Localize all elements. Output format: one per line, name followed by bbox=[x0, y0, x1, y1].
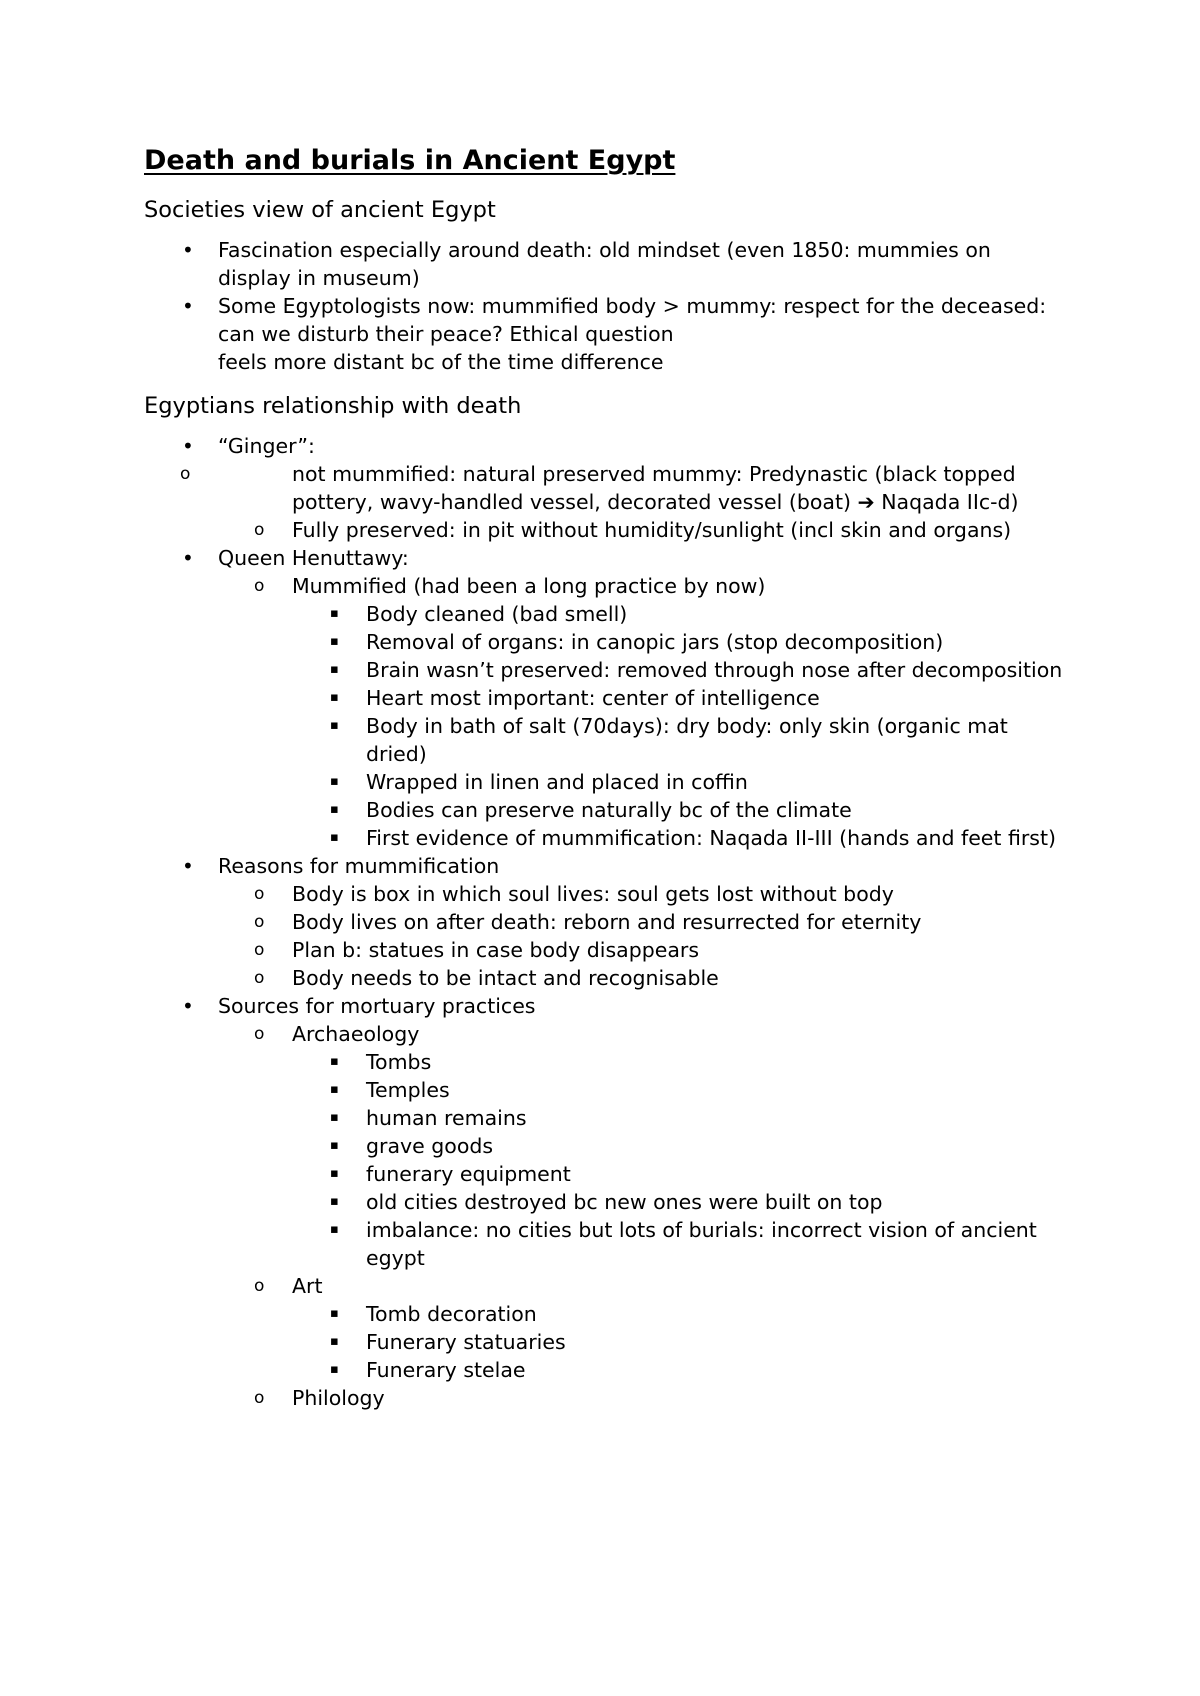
bullet-list-societies bbox=[144, 236, 1064, 376]
circle-marker: o bbox=[254, 912, 265, 932]
sub-sub-list-item: ▪ Brain wasn’t preserved: removed through nose after decomposition bbox=[330, 658, 1063, 682]
sub-sub-list-item: ▪ Heart most important: center of intelligence bbox=[330, 686, 820, 710]
sub-sub-list-item: ▪ imbalance: no cities but lots of burials: incorrect vision of ancient egypt bbox=[330, 1218, 1037, 1270]
section-heading-societies: Societies view of ancient Egypt bbox=[144, 197, 496, 223]
list-item-ginger: • “Ginger”: o not mummified: natural preserved mummy: Predynastic (black topped pottery, wavy-handled vessel, decorated vessel (boat) ➔ Naqada IIc-d) o Fully preserved: in pit without humidity/sunlight (incl skin and organs) bbox=[144, 432, 1064, 544]
square-marker: ▪ bbox=[330, 1362, 339, 1377]
bullet-marker: • bbox=[182, 546, 194, 570]
sub-list-item: o Body lives on after death: reborn and resurrected for eternity bbox=[254, 910, 922, 934]
square-marker: ▪ bbox=[330, 1306, 339, 1321]
list-item-sources: • Sources for mortuary practices o Archaeology ▪ Tombs ▪ Temples ▪ human remains ▪ grave goods ▪ funerary equipment ▪ old cities destroyed bc new ones were built on top ▪ imbalance: no cities but lots of burials: incorrect vision of ancient egypt o Art ▪ Tomb decoration ▪ Funerary statuaries ▪ Funerary stelae o Philology bbox=[144, 992, 1064, 1412]
sub-list-ginger bbox=[180, 460, 1064, 544]
sub-sub-list-item: ▪ Temples bbox=[330, 1078, 450, 1102]
square-marker: ▪ bbox=[330, 1222, 339, 1237]
bullet-marker: • bbox=[182, 294, 194, 318]
sub-sub-list-item: ▪ funerary equipment bbox=[330, 1162, 571, 1186]
sub-sub-list-item: ▪ human remains bbox=[330, 1106, 527, 1130]
sub-sub-list-item: ▪ grave goods bbox=[330, 1134, 494, 1158]
document-title: Death and burials in Ancient Egypt bbox=[144, 145, 676, 176]
sub-list-item: o Mummified (had been a long practice by now) ▪ Body cleaned (bad smell) ▪ Removal of organs: in canopic jars (stop decomposition) ▪ Brain wasn’t preserved: removed through nose after decomposition ▪ Heart most important: center of intelligence ▪ Body in bath of salt (70days): dry body: only skin (organic mat dried) ▪ Wrapped in linen and placed in coffin ▪ Bodies can preserve naturally bc of the climate ▪ First evidence of mummification: Naqada II-III (hands and feet first) bbox=[254, 574, 1063, 850]
circle-marker: o bbox=[254, 1276, 265, 1296]
list-item-reasons: • Reasons for mummification o Body is box in which soul lives: soul gets lost without body o Body lives on after death: reborn and resurrected for eternity o Plan b: statues in case body disappears o Body needs to be intact and recognisable bbox=[144, 852, 1064, 992]
square-marker: ▪ bbox=[330, 1110, 339, 1125]
square-marker: ▪ bbox=[330, 634, 339, 649]
circle-marker: o bbox=[254, 576, 265, 596]
square-marker: ▪ bbox=[330, 1054, 339, 1069]
sub-list-item: o not mummified: natural preserved mummy: Predynastic (black topped pottery, wavy-handled vessel, decorated vessel (boat) ➔ Naqada IIc-d) bbox=[180, 462, 1019, 514]
sub-sub-list-archaeology bbox=[292, 1048, 1064, 1272]
sub-list-item: o Body needs to be intact and recognisable bbox=[254, 966, 719, 990]
square-marker: ▪ bbox=[330, 802, 339, 817]
sub-sub-list-item: ▪ First evidence of mummification: Naqada II-III (hands and feet first) bbox=[330, 826, 1057, 850]
square-marker: ▪ bbox=[330, 1082, 339, 1097]
square-marker: ▪ bbox=[330, 718, 339, 733]
sub-sub-list-item: ▪ Body in bath of salt (70days): dry body: only skin (organic mat dried) bbox=[330, 714, 1008, 766]
circle-marker: o bbox=[254, 1024, 265, 1044]
sub-list-sources bbox=[218, 1020, 1064, 1412]
sub-sub-list-item: ▪ Funerary stelae bbox=[330, 1358, 526, 1382]
sub-sub-list-item: ▪ Removal of organs: in canopic jars (stop decomposition) bbox=[330, 630, 944, 654]
bullet-marker: • bbox=[182, 238, 194, 262]
circle-marker: o bbox=[254, 1388, 265, 1408]
circle-marker: o bbox=[254, 520, 265, 540]
sub-sub-list-item: ▪ Tombs bbox=[330, 1050, 432, 1074]
sub-list-henuttawy bbox=[218, 572, 1064, 852]
sub-sub-list-art bbox=[292, 1300, 1064, 1384]
sub-sub-list-item: ▪ Funerary statuaries bbox=[330, 1330, 566, 1354]
square-marker: ▪ bbox=[330, 1166, 339, 1181]
square-marker: ▪ bbox=[330, 606, 339, 621]
sub-list-item-archaeology: o Archaeology ▪ Tombs ▪ Temples ▪ human remains ▪ grave goods ▪ funerary equipment ▪ old cities destroyed bc new ones were built on top ▪ imbalance: no cities but lots of burials: incorrect vision of ancient egypt bbox=[218, 1020, 1064, 1272]
square-marker: ▪ bbox=[330, 662, 339, 677]
sub-sub-list-item: ▪ Bodies can preserve naturally bc of the climate bbox=[330, 798, 852, 822]
sub-list-item: o Fully preserved: in pit without humidity/sunlight (incl skin and organs) bbox=[254, 518, 1012, 542]
continuation-line: feels more distant bc of the time difference bbox=[218, 350, 664, 374]
list-item: • Some Egyptologists now: mummified body > mummy: respect for the deceased: can we disturb their peace? Ethical question feels more distant bc of the time difference bbox=[144, 292, 1064, 376]
sub-sub-list-steps bbox=[292, 600, 1064, 852]
square-marker: ▪ bbox=[330, 1194, 339, 1209]
square-marker: ▪ bbox=[330, 690, 339, 705]
bullet-list-egyptians bbox=[144, 432, 1064, 1412]
sub-list-reasons bbox=[218, 880, 1064, 992]
document-content bbox=[144, 138, 1064, 1412]
section-heading-egyptians: Egyptians relationship with death bbox=[144, 393, 522, 419]
bullet-marker: • bbox=[182, 854, 194, 878]
bullet-marker: • bbox=[182, 434, 194, 458]
sub-sub-list-item: ▪ Body cleaned (bad smell) bbox=[330, 602, 628, 626]
circle-marker: o bbox=[254, 884, 265, 904]
sub-sub-list-item: ▪ Tomb decoration bbox=[330, 1302, 537, 1326]
sub-list-item: o Plan b: statues in case body disappears bbox=[254, 938, 700, 962]
square-marker: ▪ bbox=[330, 830, 339, 845]
circle-marker: o bbox=[254, 940, 265, 960]
sub-list-item-art: o Art ▪ Tomb decoration ▪ Funerary statuaries ▪ Funerary stelae bbox=[218, 1272, 1064, 1384]
sub-sub-list-item: ▪ old cities destroyed bc new ones were built on top bbox=[330, 1190, 883, 1214]
square-marker: ▪ bbox=[330, 1138, 339, 1153]
list-item: • Fascination especially around death: old mindset (even 1850: mummies on display in museum) bbox=[182, 238, 991, 290]
sub-list-item-philology: o Philology bbox=[254, 1386, 385, 1410]
bullet-marker: • bbox=[182, 994, 194, 1018]
sub-sub-list-item: ▪ Wrapped in linen and placed in coffin bbox=[330, 770, 748, 794]
square-marker: ▪ bbox=[330, 774, 339, 789]
sub-list-item: o Body is box in which soul lives: soul gets lost without body bbox=[254, 882, 894, 906]
circle-marker: o bbox=[180, 464, 191, 484]
square-marker: ▪ bbox=[330, 1334, 339, 1349]
list-item-henuttawy: • Queen Henuttawy: o Mummified (had been a long practice by now) ▪ Body cleaned (bad smell) ▪ Removal of organs: in canopic jars (stop decomposition) ▪ Brain wasn’t preserved: removed through nose after decomposition ▪ Heart most important: center of intelligence ▪ Body in bath of salt (70days): dry body: only skin (organic mat dried) ▪ Wrapped in linen and placed in coffin ▪ Bodies can preserve naturally bc of the climate ▪ First evidence of mummification: Naqada II-III (hands and feet first) bbox=[182, 546, 1063, 850]
circle-marker: o bbox=[254, 968, 265, 988]
